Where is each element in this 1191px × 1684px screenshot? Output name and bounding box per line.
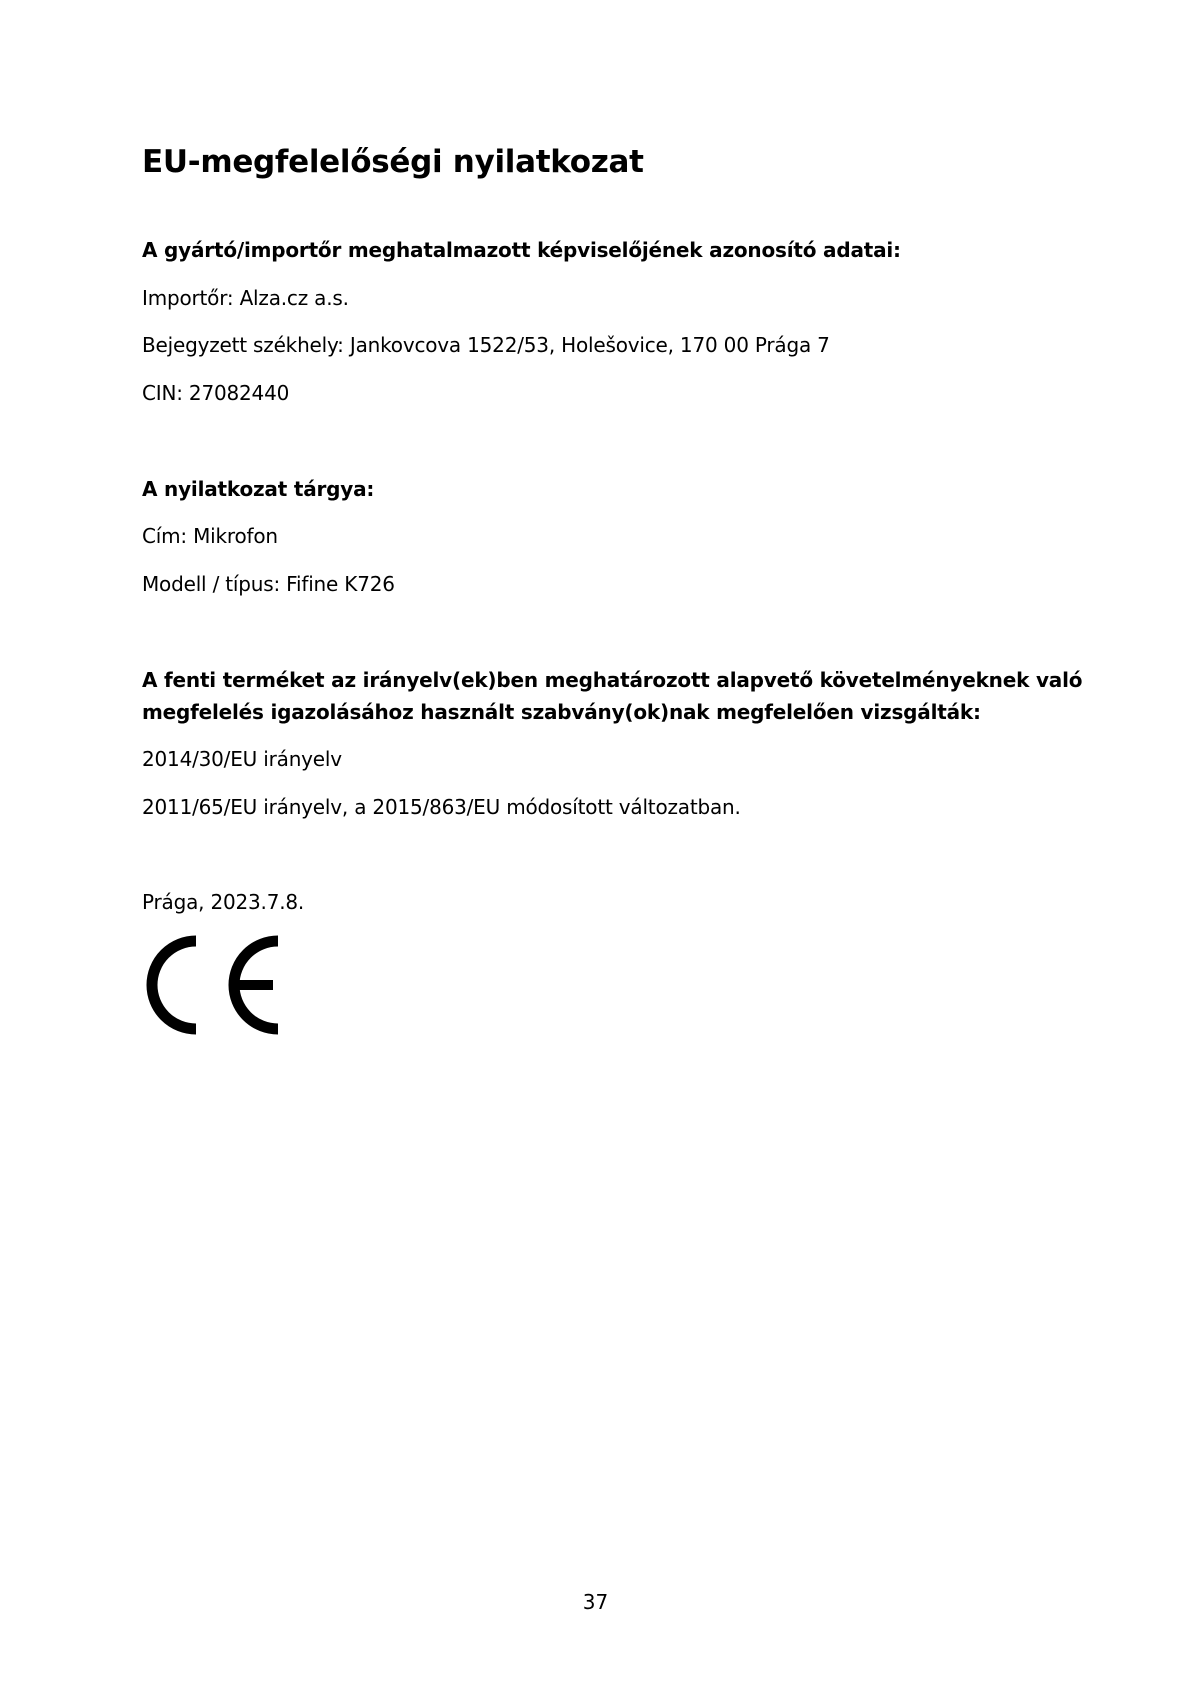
directive-2-line: 2011/65/EU irányelv, a 2015/863/EU módosított változatban. [142,795,741,819]
product-title-line: Cím: Mikrofon [142,524,278,548]
directive-1-line: 2014/30/EU irányelv [142,747,342,771]
standards-heading-line-2: megfelelés igazolásához használt szabvány(ok)nak megfelelően vizsgálták: [142,700,981,724]
model-type-line: Modell / típus: Fifine K726 [142,572,395,596]
standards-heading-line-1: A fenti terméket az irányelv(ek)ben meghatározott alapvető követelményeknek való [142,668,1083,692]
cin-line: CIN: 27082440 [142,381,290,405]
ce-mark-icon [142,935,282,1035]
standards-heading [142,664,1083,728]
importer-line: Importőr: Alza.cz a.s. [142,286,349,310]
manufacturer-heading: A gyártó/importőr meghatalmazott képviselőjének azonosító adatai: [142,238,901,262]
registered-office-line: Bejegyzett székhely: Jankovcova 1522/53, Holešovice, 170 00 Prága 7 [142,333,830,357]
subject-heading: A nyilatkozat tárgya: [142,477,375,501]
page-title: EU-megfelelőségi nyilatkozat [142,144,644,180]
place-date-line: Prága, 2023.7.8. [142,890,305,914]
page-number: 37 [582,1590,609,1614]
